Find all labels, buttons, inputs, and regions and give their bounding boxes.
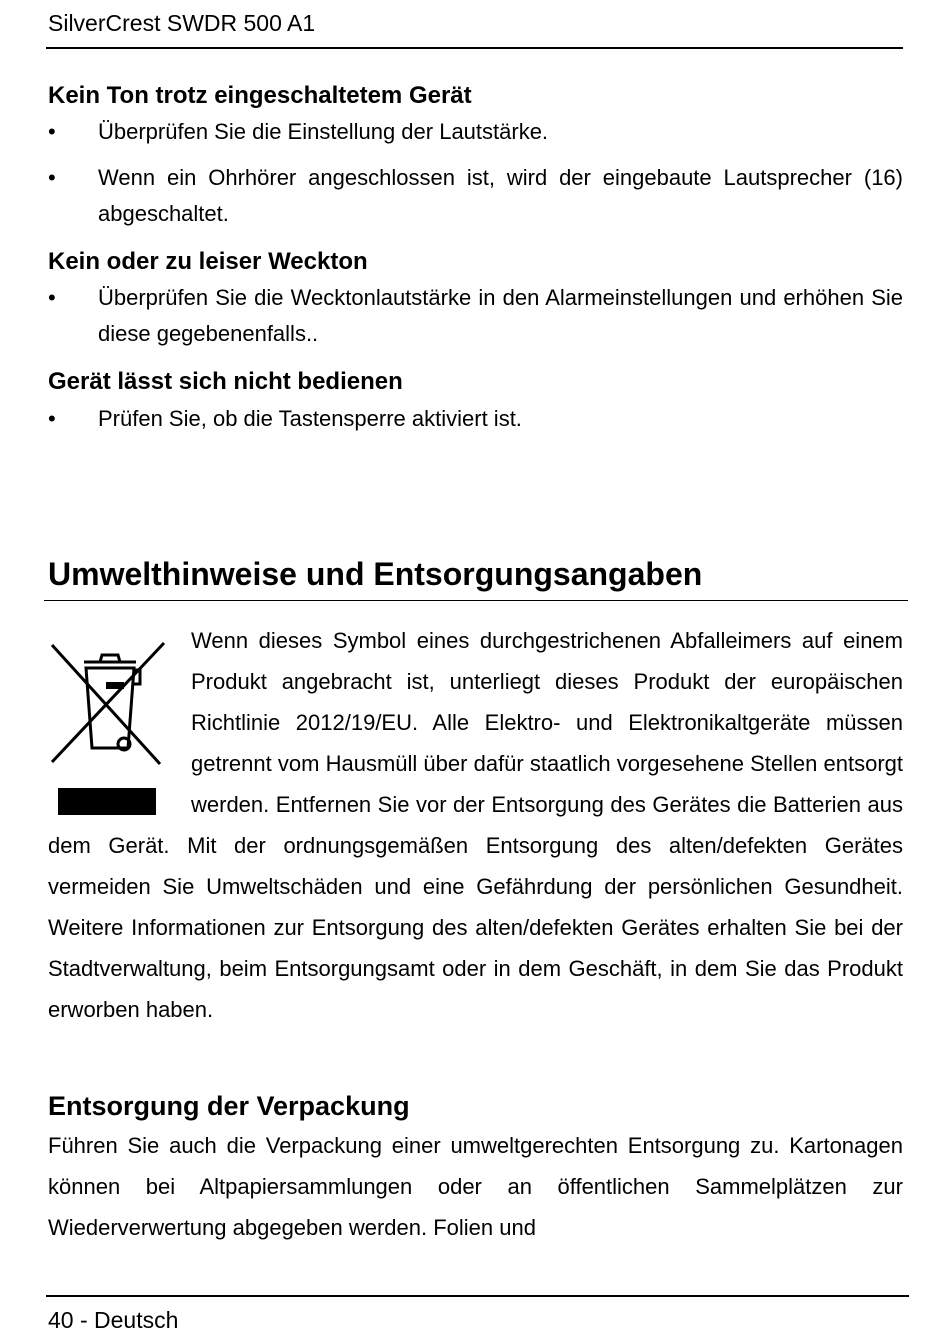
list-item: • Wenn ein Ohrhörer angeschlossen ist, wird der eingebaute Lautsprecher (16) abgeschaltet. xyxy=(48,160,903,232)
bullet-icon: • xyxy=(48,406,56,431)
header-rule xyxy=(46,47,903,49)
page-header: SilverCrest SWDR 500 A1 xyxy=(48,10,316,36)
list-no-sound xyxy=(48,114,903,242)
heading-alarm-tone: Kein oder zu leiser Weckton xyxy=(48,248,368,275)
section-title-packaging: Entsorgung der Verpackung xyxy=(48,1091,410,1121)
list-alarm-tone xyxy=(48,280,903,362)
heading-no-sound: Kein Ton trotz eingeschaltetem Gerät xyxy=(48,82,472,109)
environment-paragraph: Wenn dieses Symbol eines durchgestrichenen Abfalleimers auf einem Produkt angebracht ist, unterliegt dieses Produkt der europäischen Richtlinie 2012/19/EU. Alle Elektro- und Elektronikaltgeräte müssen getrennt vom Hausmüll über dafür staatlich vorgesehene Stellen entsorgt werden. Entfernen Sie vor der Entsorgung des Gerätes die Batterien aus dem Gerät. Mit der ordnungsgemäßen Entsorgung des alten/defekten Gerätes vermeiden Sie Umweltschäden und eine Gefährdung der persönlichen Gesundheit. Weitere Informationen zur Entsorgung des alten/defekten Gerätes erhalten Sie bei der Stadtverwaltung, beim Entsorgungsamt oder in dem Geschäft, in dem Sie das Produkt erworben haben. xyxy=(48,628,903,1022)
bullet-icon: • xyxy=(48,119,56,144)
list-device-locked xyxy=(48,401,903,447)
bullet-icon: • xyxy=(48,285,56,310)
list-item: • Überprüfen Sie die Wecktonlautstärke in den Alarmeinstellungen und erhöhen Sie diese gegebenenfalls.. xyxy=(48,280,903,352)
bullet-icon: • xyxy=(48,165,56,190)
list-item: • Überprüfen Sie die Einstellung der Lautstärke. xyxy=(48,114,903,150)
section-rule xyxy=(44,600,908,601)
heading-device-locked: Gerät lässt sich nicht bedienen xyxy=(48,368,403,395)
page-footer: 40 - Deutsch xyxy=(48,1307,179,1333)
list-item: • Prüfen Sie, ob die Tastensperre aktiviert ist. xyxy=(48,401,903,437)
packaging-paragraph: Führen Sie auch die Verpackung einer umweltgerechten Entsorgung zu. Kartonagen können bei Altpapiersammlungen oder an öffentlichen Sammelplätzen zur Wiederverwertung abgegeben werden. Folien und xyxy=(48,1133,903,1240)
section-title-environment: Umwelthinweise und Entsorgungsangaben xyxy=(48,556,703,592)
footer-rule xyxy=(46,1295,909,1297)
